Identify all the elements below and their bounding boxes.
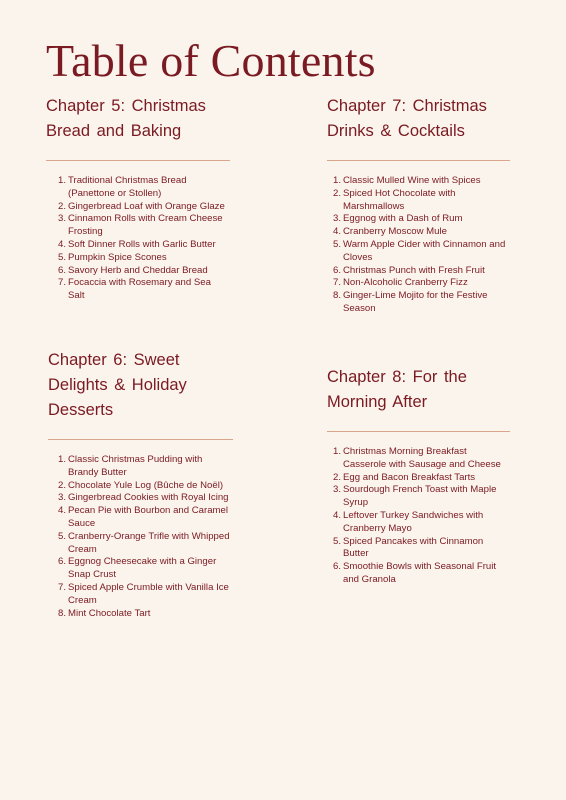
chapter-heading: Chapter 5: Christmas Bread and Baking (46, 97, 206, 140)
list-item-number: 7. (57, 277, 66, 289)
list-item (54, 454, 233, 480)
recipe-list (48, 454, 233, 620)
list-item-number: 5. (332, 535, 341, 547)
list-item-number: 5. (57, 251, 66, 263)
chapter-divider (46, 160, 230, 161)
list-item-text: Spiced Pancakes with Cinnamon Butter (343, 535, 484, 560)
list-item-number: 4. (57, 238, 66, 250)
list-item (54, 252, 230, 265)
list-item-number: 4. (57, 505, 66, 517)
list-item-text: Christmas Punch with Fresh Fruit (343, 264, 485, 276)
list-item (54, 265, 230, 278)
list-item-text: Eggnog with a Dash of Rum (343, 213, 463, 225)
list-item-number: 2. (57, 200, 66, 212)
list-item (329, 175, 510, 188)
list-item-number: 8. (332, 290, 341, 302)
list-item (329, 188, 510, 214)
chapter-heading: Chapter 8: For the Morning After (327, 368, 467, 411)
list-item-number: 5. (57, 530, 66, 542)
chapter-heading: Chapter 7: Christmas Drinks & Cocktails (327, 97, 487, 140)
chapter-divider (327, 160, 510, 161)
list-item-number: 1. (57, 175, 66, 186)
list-item-text: Savory Herb and Cheddar Bread (68, 264, 208, 276)
list-item-text: Classic Christmas Pudding with Brandy Butter (68, 454, 203, 478)
chapter-7-section (327, 94, 510, 316)
chapter-8-section (327, 365, 510, 587)
list-item (54, 492, 233, 505)
list-item-number: 3. (332, 213, 341, 225)
list-item (329, 446, 510, 472)
list-item-number: 1. (332, 175, 341, 186)
list-item-number: 2. (332, 187, 341, 199)
list-item-number: 6. (332, 264, 341, 276)
list-item (54, 582, 233, 608)
list-item-text: Ginger-Lime Mojito for the Festive Season (343, 290, 488, 314)
list-item-text: Cranberry Moscow Mule (343, 226, 447, 238)
list-item (54, 480, 233, 493)
list-item-text: Spiced Hot Chocolate with Marshmallows (343, 187, 456, 212)
list-item-text: Christmas Morning Breakfast Casserole with Sausage and Cheese (343, 446, 501, 470)
list-item-number: 4. (332, 509, 341, 521)
list-item-number: 7. (57, 581, 66, 593)
list-item-number: 6. (332, 561, 341, 573)
list-item-text: Egg and Bacon Breakfast Tarts (343, 471, 476, 483)
chapter-divider (48, 439, 233, 440)
list-item (329, 472, 510, 485)
list-item (329, 213, 510, 226)
list-item-number: 2. (57, 479, 66, 491)
list-item (329, 277, 510, 290)
list-item-number: 3. (57, 492, 66, 504)
list-item (54, 213, 230, 239)
list-item (329, 226, 510, 239)
list-item-text: Non-Alcoholic Cranberry Fizz (343, 277, 468, 289)
list-item-text: Eggnog Cheesecake with a Ginger Snap Crust (68, 556, 217, 581)
list-item-number: 2. (332, 471, 341, 483)
list-item-text: Sourdough French Toast with Maple Syrup (343, 484, 497, 509)
list-item-number: 7. (332, 277, 341, 289)
list-item (54, 556, 233, 582)
chapter-heading: Chapter 6: Sweet Delights & Holiday Desserts (48, 351, 187, 419)
list-item-text: Smoothie Bowls with Seasonal Fruit and Granola (343, 561, 497, 585)
list-item-number: 4. (332, 226, 341, 238)
list-item-text: Pecan Pie with Bourbon and Caramel Sauce (68, 505, 228, 529)
list-item (54, 277, 230, 303)
page-title: Table of Contents (46, 35, 376, 86)
list-item-text: Pumpkin Spice Scones (68, 251, 167, 263)
list-item-number: 5. (332, 238, 341, 250)
list-item-text: Cranberry-Orange Trifle with Whipped Cream (68, 530, 230, 555)
list-item (54, 201, 230, 214)
list-item-text: Soft Dinner Rolls with Garlic Butter (68, 238, 216, 250)
chapter-6-section (48, 348, 233, 620)
list-item-text: Cinnamon Rolls with Cream Cheese Frosting (68, 213, 223, 238)
list-item (329, 561, 510, 587)
list-item-text: Leftover Turkey Sandwiches with Cranberry Mayo (343, 509, 484, 534)
list-item-number: 6. (57, 264, 66, 276)
list-item-text: Gingerbread Loaf with Orange Glaze (68, 200, 225, 212)
list-item-text: Mint Chocolate Tart (68, 607, 151, 619)
list-item-number: 6. (57, 556, 66, 568)
list-item (54, 608, 233, 621)
list-item (329, 239, 510, 265)
list-item-number: 3. (57, 213, 66, 225)
list-item-text: Classic Mulled Wine with Spices (343, 175, 481, 186)
list-item-text: Spiced Apple Crumble with Vanilla Ice Cream (68, 581, 229, 606)
list-item-number: 3. (332, 484, 341, 496)
list-item (54, 175, 230, 201)
list-item-text: Focaccia with Rosemary and Sea Salt (68, 277, 211, 302)
list-item-number: 8. (57, 607, 66, 619)
chapter-5-section (46, 94, 230, 303)
list-item-text: Traditional Christmas Bread (Panettone or Stollen) (68, 175, 187, 199)
list-item-number: 1. (57, 454, 66, 465)
list-item-number: 1. (332, 446, 341, 457)
recipe-list (46, 175, 230, 303)
list-item (54, 531, 233, 557)
recipe-list (327, 446, 510, 587)
list-item-text: Gingerbread Cookies with Royal Icing (68, 492, 229, 504)
list-item-text: Warm Apple Cider with Cinnamon and Cloves (343, 238, 506, 263)
list-item (54, 505, 233, 531)
recipe-list (327, 175, 510, 316)
list-item (329, 510, 510, 536)
list-item-text: Chocolate Yule Log (Bûche de Noël) (68, 479, 224, 491)
list-item (54, 239, 230, 252)
chapter-divider (327, 431, 510, 432)
list-item (329, 484, 510, 510)
list-item (329, 536, 510, 562)
list-item (329, 265, 510, 278)
list-item (329, 290, 510, 316)
